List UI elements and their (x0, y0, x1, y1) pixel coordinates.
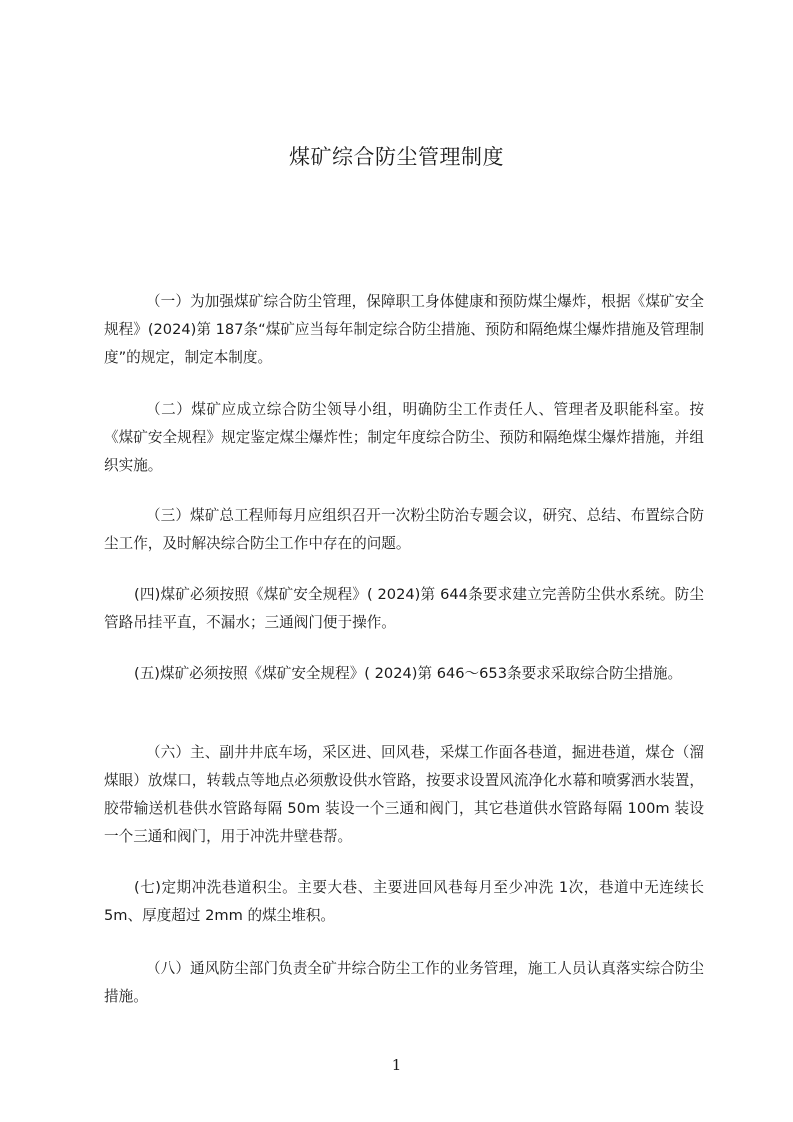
paragraph-7: (七)定期冲洗巷道积尘。主要大巷、主要进回风巷每月至少冲洗 1次，巷道中无连续长 5m、厚度超过 2mm 的煤尘堆积。 (104, 879, 704, 924)
paragraph-4: (四)煤矿必须按照《煤矿安全规程》( 2024)第 644条要求建立完善防尘供水系统。防尘管路吊挂平直，不漏水；三通阀门便于操作。 (104, 586, 704, 631)
page-title: 煤矿综合防尘管理制度 (289, 145, 504, 169)
page-number: 1 (391, 1056, 402, 1074)
paragraph-3: （三）煤矿总工程师每月应组织召开一次粉尘防治专题会议，研究、总结、布置综合防尘工作，及时解决综合防尘工作中存在的问题。 (104, 507, 704, 552)
paragraph-6: （六）主、副井井底车场，采区进、回风巷，采煤工作面各巷道，掘进巷道，煤仓（溜煤眼）放煤口，转载点等地点必须敷设供水管路，按要求设置风流净化水幕和喷雾洒水装置，胶带输送机巷供水管路每隔 50m 装设一个三通和阀门，其它巷道供水管路每隔 100m 装设一个三通和阀门，用于冲洗井壁巷帮。 (104, 744, 704, 845)
paragraph-8: （八）通风防尘部门负责全矿井综合防尘工作的业务管理，施工人员认真落实综合防尘措施。 (104, 960, 704, 1005)
paragraph-2: （二）煤矿应成立综合防尘领导小组，明确防尘工作责任人、管理者及职能科室。按《煤矿安全规程》规定鉴定煤尘爆炸性；制定年度综合防尘、预防和隔绝煤尘爆炸措施，并组织实施。 (104, 401, 704, 474)
paragraph-5: (五)煤矿必须按照《煤矿安全规程》( 2024)第 646～653条要求采取综合防尘措施。 (134, 665, 683, 682)
paragraph-1: （一）为加强煤矿综合防尘管理，保障职工身体健康和预防煤尘爆炸，根据《煤矿安全规程》(2024)第 187条“煤矿应当每年制定综合防尘措施、预防和隔绝煤尘爆炸措施及管理制度”的规定，制定本制度。 (104, 293, 704, 366)
